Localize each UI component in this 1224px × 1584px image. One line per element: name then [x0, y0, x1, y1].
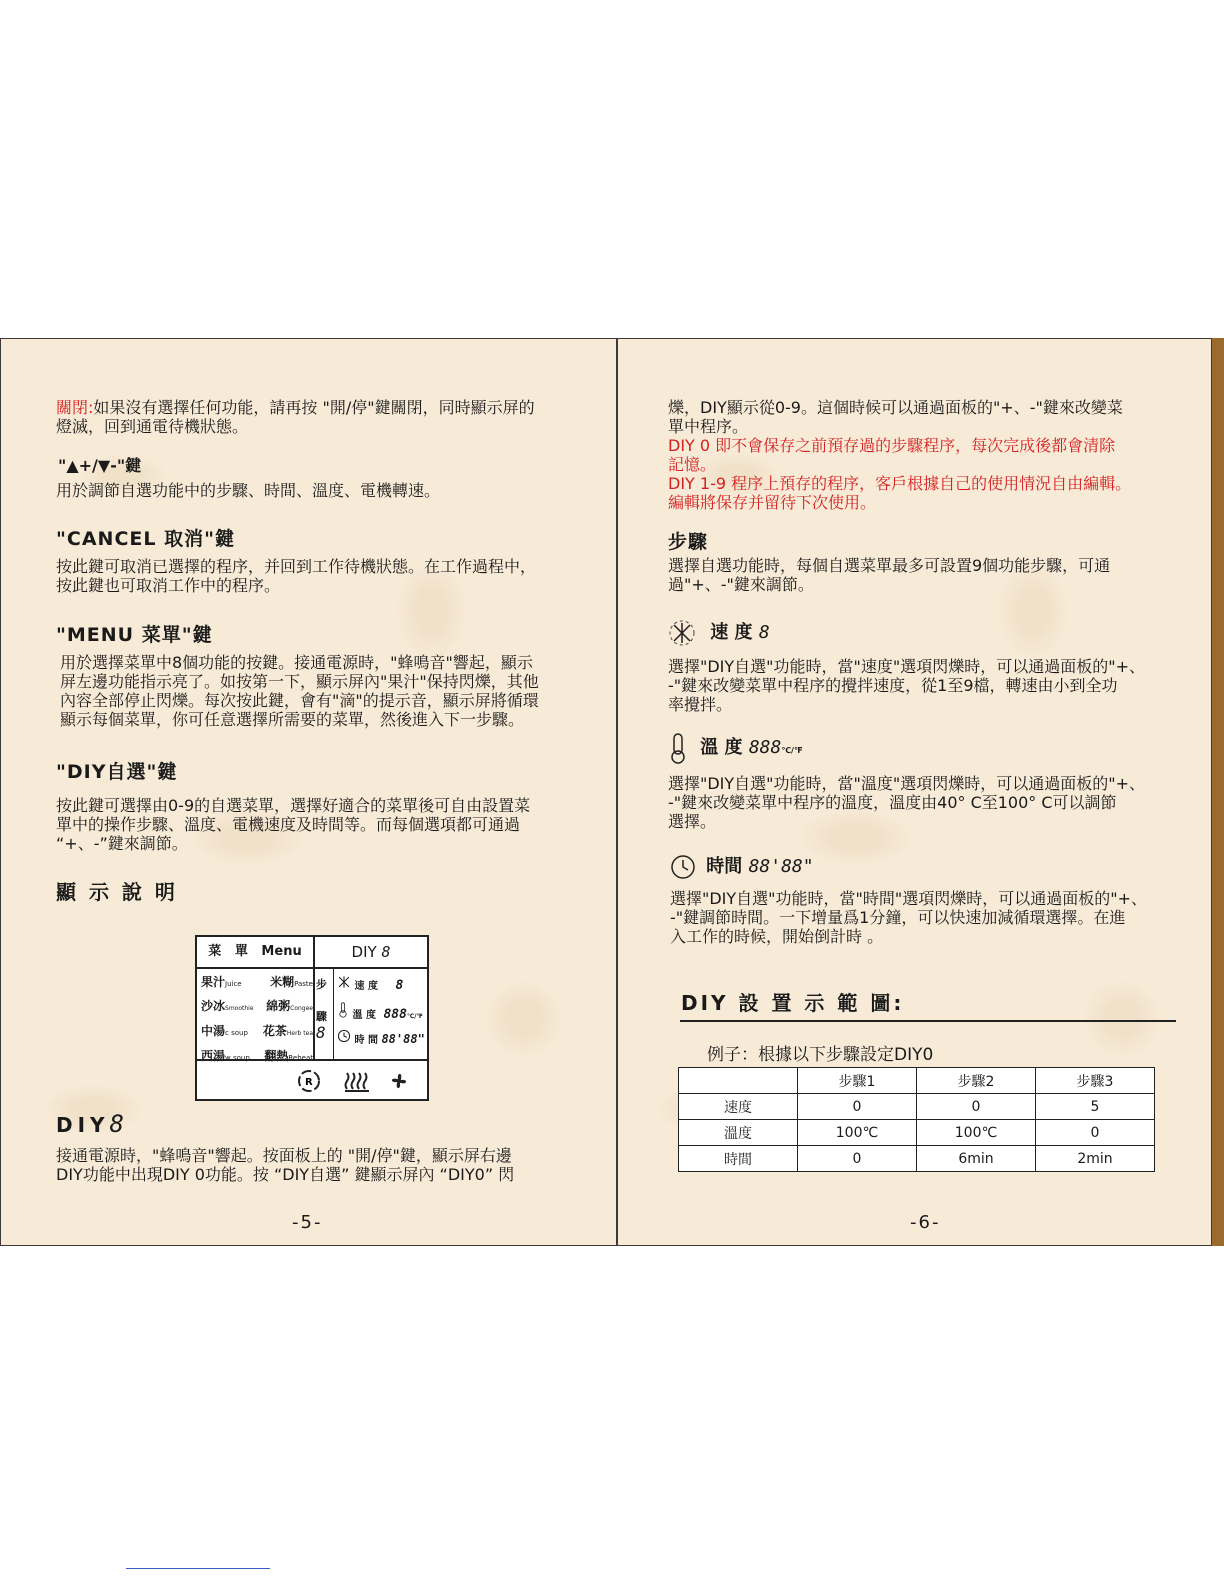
display-speed-row: 速 度 8 [337, 975, 403, 993]
red-note-4: 編輯將保存并留待下次使用。 [668, 493, 877, 512]
right-text-2: 單中程序。 [668, 417, 749, 436]
table-cell: 0 [1036, 1120, 1155, 1146]
table-cell: 2min [1036, 1146, 1155, 1172]
menu-text-2: 屏左邊功能指示亮了。如按第一下，顯示屏內"果汁"保持閃爍，其他 [60, 672, 539, 691]
table-cell: 0 [798, 1094, 917, 1120]
cancel-title: "CANCEL 取消"鍵 [56, 528, 235, 550]
table-header-row [679, 1068, 1155, 1094]
red-note-3: DIY 1-9 程序上預存的程序，客戶根據自己的使用情況自由編輯。 [668, 474, 1132, 493]
table-row [679, 1094, 1155, 1120]
table-cell: 6min [917, 1146, 1036, 1172]
diy-paragraph [56, 796, 530, 853]
speed-text-2: -"鍵來改變菜單中程序的攪拌速度，從1至9檔，轉速由小到全功 [668, 676, 1118, 695]
blade-icon [668, 619, 696, 647]
table-cell: 5 [1036, 1094, 1155, 1120]
footnote-rule [126, 1568, 270, 1569]
display-item: 花茶Herb tea [262, 1024, 313, 1038]
close-text-2: 燈滅，回到通電待機狀態。 [56, 417, 249, 436]
display-item-row [201, 995, 313, 1020]
diy-text-2: 單中的操作步驟、溫度、電機速度及時間等。而每個選項都可通過 [56, 815, 521, 834]
table-row [679, 1120, 1155, 1146]
display-menu-items [197, 969, 315, 1063]
menu-text-1: 用於選擇菜單中8個功能的按鍵。接通電源時，"蜂鳴音"響起，顯示 [60, 653, 533, 672]
diy-sub-digit: 8 [109, 1110, 129, 1138]
diy-sub-paragraph [56, 1146, 514, 1184]
table-cell: 0 [798, 1146, 917, 1172]
display-diy-label: DIY [351, 943, 377, 961]
speed-text-1: 選擇"DIY自選"功能時，當"速度"選項閃爍時，可以通過面板的"+、 [668, 657, 1146, 676]
temp-text-2: -"鍵來改變菜單中程序的溫度，溫度由40° C至100° C可以調節 [668, 793, 1117, 812]
table-cell: 速度 [679, 1094, 798, 1120]
menu-text-3: 內容全部停止閃爍。每次按此鍵，會有"滴"的提示音，顯示屏將循環 [60, 691, 539, 710]
table-cell: 溫度 [679, 1120, 798, 1146]
speed-paragraph [668, 657, 1145, 714]
speed-text-3: 率攪拌。 [668, 695, 733, 714]
fan-icon [387, 1069, 411, 1093]
display-temp-row: 溫 度 888℃/℉ [337, 1002, 423, 1022]
range-divider [680, 1020, 1176, 1022]
display-item: 沙冰Smoothie [201, 999, 254, 1013]
reset-icon [297, 1069, 321, 1093]
display-item: 中湯c soup [201, 1024, 248, 1038]
page-number-left: -5- [292, 1212, 323, 1233]
time-text-1: 選擇"DIY自選"功能時，當"時間"選項閃爍時，可以通過面板的"+、 [670, 889, 1148, 908]
svg-text:R: R [305, 1077, 313, 1088]
temp-paragraph [668, 774, 1145, 831]
table-header-cell [679, 1068, 798, 1094]
table-header-cell: 步驟2 [917, 1068, 1036, 1094]
red-note-1: DIY 0 即不會保存之前預存過的步驟程序，每次完成後都會清除 [668, 436, 1116, 455]
time-title-row: 時間 88'88" [670, 852, 814, 880]
red-note-2: 記憶。 [668, 455, 717, 474]
cancel-text-1: 按此鍵可取消已選擇的程序，并回到工作待機狀態。在工作過程中， [56, 557, 537, 576]
menu-text-4: 顯示每個菜單，你可任意選擇所需要的菜單，然後進入下一步驟。 [60, 710, 525, 729]
table-row [679, 1146, 1155, 1172]
diy-text-1: 按此鍵可選擇由0-9的自選菜單，選擇好適合的菜單後可自由設置菜 [56, 796, 531, 815]
page-number-right: -6- [910, 1212, 941, 1233]
display-item: 米糊Paste [270, 975, 313, 989]
clock-icon [670, 854, 696, 880]
cancel-text-2: 按此鍵也可取消工作中的程序。 [56, 576, 281, 595]
display-item-row [201, 971, 313, 995]
diy-sub-text-1: 接通電源時，"蜂鳴音"響起。按面板上的 "開/停"鍵，顯示屏右邊 [56, 1146, 512, 1165]
plusminus-title: "▲+/▼-"鍵 [58, 456, 142, 475]
menu-paragraph [60, 653, 539, 729]
plusminus-text: 用於調節自選功能中的步驟、時間、溫度、電機轉速。 [56, 481, 441, 500]
close-paragraph [56, 398, 535, 436]
display-item: 綿粥Congee [266, 999, 313, 1013]
step-text-2: 過"+、-"鍵來調節。 [668, 575, 814, 594]
display-diagram [195, 935, 429, 1101]
clock-icon [337, 1029, 351, 1043]
diy-title: "DIY自選"鍵 [56, 761, 178, 783]
cancel-paragraph [56, 557, 536, 595]
time-paragraph [670, 889, 1147, 946]
temp-title-row: 溫 度 888℃/℉ [668, 732, 803, 764]
menu-title: "MENU 菜單"鍵 [56, 624, 213, 646]
speed-title-row: 速 度 8 [668, 618, 770, 647]
temp-text-1: 選擇"DIY自選"功能時，當"溫度"選項閃爍時，可以通過面板的"+、 [668, 774, 1146, 793]
table-cell: 時間 [679, 1146, 798, 1172]
time-text-3: 入工作的時候，開始倒計時 。 [670, 927, 884, 946]
diy-sub-title: DIY8 [56, 1110, 129, 1138]
diy-text-3: “+、-”鍵來調節。 [56, 834, 188, 853]
display-item-row [201, 1020, 313, 1045]
table-cell: 100℃ [917, 1120, 1036, 1146]
display-diy-header [315, 937, 427, 969]
display-title: 顯 示 說 明 [56, 880, 178, 904]
display-step-label: 步 驟 8 [316, 978, 327, 1042]
display-item: 翻熱Reheat [264, 1049, 313, 1063]
temp-text-3: 選擇。 [668, 812, 717, 831]
close-label: 關閉: [56, 398, 94, 417]
display-time-row: 時 間 88'88" [337, 1029, 425, 1046]
diy-sub-text-2: DIY功能中出現DIY 0功能。按 “DIY自選” 鍵顯示屏內 “DIY0” 閃 [56, 1165, 515, 1184]
thermometer-icon [668, 732, 688, 764]
display-status-bar [197, 1059, 427, 1101]
display-menu-header: 菜 單 Menu [197, 937, 315, 969]
table-cell: 100℃ [798, 1120, 917, 1146]
step-text-1: 選擇自選功能時，每個自選菜單最多可設置9個功能步驟，可通 [668, 556, 1111, 575]
blade-icon [337, 975, 351, 989]
display-item: 西湯w soup [201, 1049, 250, 1063]
close-text-1: 如果沒有選擇任何功能，請再按 "開/停"鍵關閉，同時顯示屏的 [93, 398, 535, 417]
time-text-2: -"鍵調節時間。一下增量爲1分鐘，可以快速加減循環選擇。在進 [670, 908, 1126, 927]
step-paragraph [668, 556, 1110, 594]
page-edge [1212, 338, 1224, 1246]
range-title: DIY 設 置 示 範 圖: [681, 991, 905, 1015]
thermometer-icon [337, 1002, 349, 1018]
display-item: 果汁Juice [201, 975, 242, 989]
example-label: 例子：根據以下步驟設定DIY0 [707, 1045, 934, 1065]
display-settings [333, 969, 429, 1059]
table-header-cell: 步驟1 [798, 1068, 917, 1094]
right-text-1: 爍，DIY顯示從0-9。這個時候可以通過面板的"+、-"鍵來改變菜 [668, 398, 1123, 417]
table-header-cell: 步驟3 [1036, 1068, 1155, 1094]
right-intro [668, 398, 1131, 512]
table-cell: 0 [917, 1094, 1036, 1120]
step-title: 步驟 [668, 531, 709, 553]
display-diy-digit: 8 [381, 943, 391, 961]
display-items-grid [201, 971, 313, 1069]
heat-icon [343, 1069, 371, 1093]
display-step-digit: 8 [316, 1023, 326, 1042]
diy-settings-table [678, 1067, 1155, 1172]
